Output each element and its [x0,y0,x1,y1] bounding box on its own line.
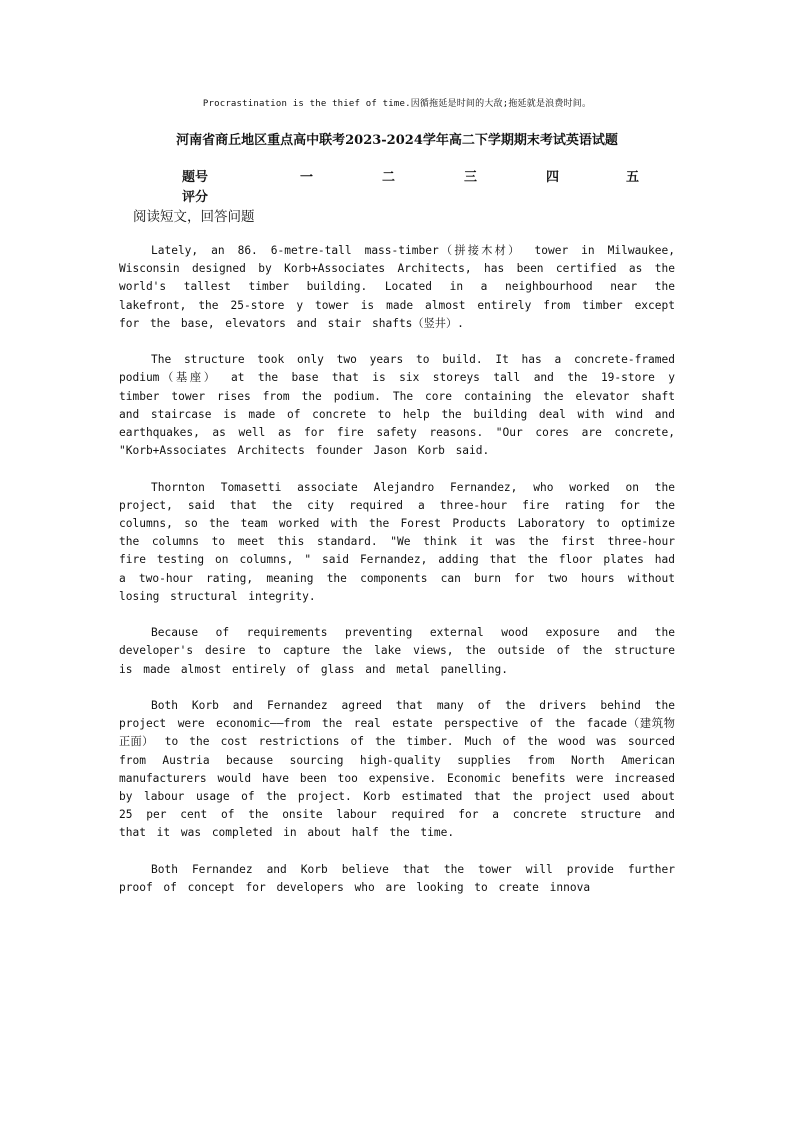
header-note: Procrastination is the thief of time.因循拖延是时间的大敌;拖延就是浪费时间。 [202,99,592,109]
passage-paragraph-1: Lately, an 86. 6-metre-tall mass-timber（拼接木材） tower in Milwaukee, Wisconsin designed by Korb+Associates Architects, has been certified as the world's tallest timber building. Located in a neighbourhood near the lakefront, the 25-store y tower is made almost entirely from timber except for the base, elevators and stair shafts（竖井）. [119,244,675,330]
passage-paragraph-2: The structure took only two years to build. It has a concrete-framed podium（基座） at the base that is six storeys tall and the 19-store y timber tower rises from the podium. The core containing the elevator shaft and staircase is made of concrete to help the building deal with wind and earthquakes, as well as for fire safety reasons. "Our cores are concrete, "Korb+Associates Architects founder Jason Korb said. [119,353,675,458]
question-number-label: 题号 [182,170,209,185]
reading-passage [119,242,675,915]
score-header-row [182,166,652,186]
passage-paragraph-3: Thornton Tomasetti associate Alejandro Fernandez, who worked on the project, said that the city required a three-hour fire rating for the columns, so the team worked with the Forest Products Laboratory to optimize the columns to meet this standard. "We think it was the first three-hour fire testing on columns, " said Fernandez, adding that the floor plates had a two-hour rating, meaning the components can burn for two hours without losing structural integrity. [119,480,675,603]
section-heading: 阅读短文，回答问题 [133,209,255,225]
passage-paragraph-5: Both Korb and Fernandez agreed that many of the drivers behind the project were economic——from the real estate perspective of the facade（建筑物正面） to the cost restrictions of the timber. Much of the wood was sourced from Austria because sourcing high-quality supplies from North American manufacturers would have been too expensive. Economic benefits were increased by labour usage of the project. Korb estimated that the project used about 25 per cent of the onsite labour required for a concrete structure and that it was completed in about half the time. [119,699,675,840]
score-column-1: 一 [300,170,314,185]
score-column-5: 五 [626,170,640,185]
score-label: 评分 [182,190,209,205]
passage-paragraph-4: Because of requirements preventing external wood exposure and the developer's desire to capture the lake views, the outside of the structure is made almost entirely of glass and metal panelling. [119,626,675,676]
score-column-2: 二 [382,170,396,185]
score-value-row [182,186,652,206]
page-title: 河南省商丘地区重点高中联考2023-2024学年高二下学期期末考试英语试题 [176,133,618,148]
score-column-3: 三 [464,170,478,185]
score-column-4: 四 [546,170,560,185]
score-table [182,166,652,206]
passage-paragraph-6: Both Fernandez and Korb believe that the tower will provide further proof of concept for developers who are looking to create innova [119,862,675,895]
